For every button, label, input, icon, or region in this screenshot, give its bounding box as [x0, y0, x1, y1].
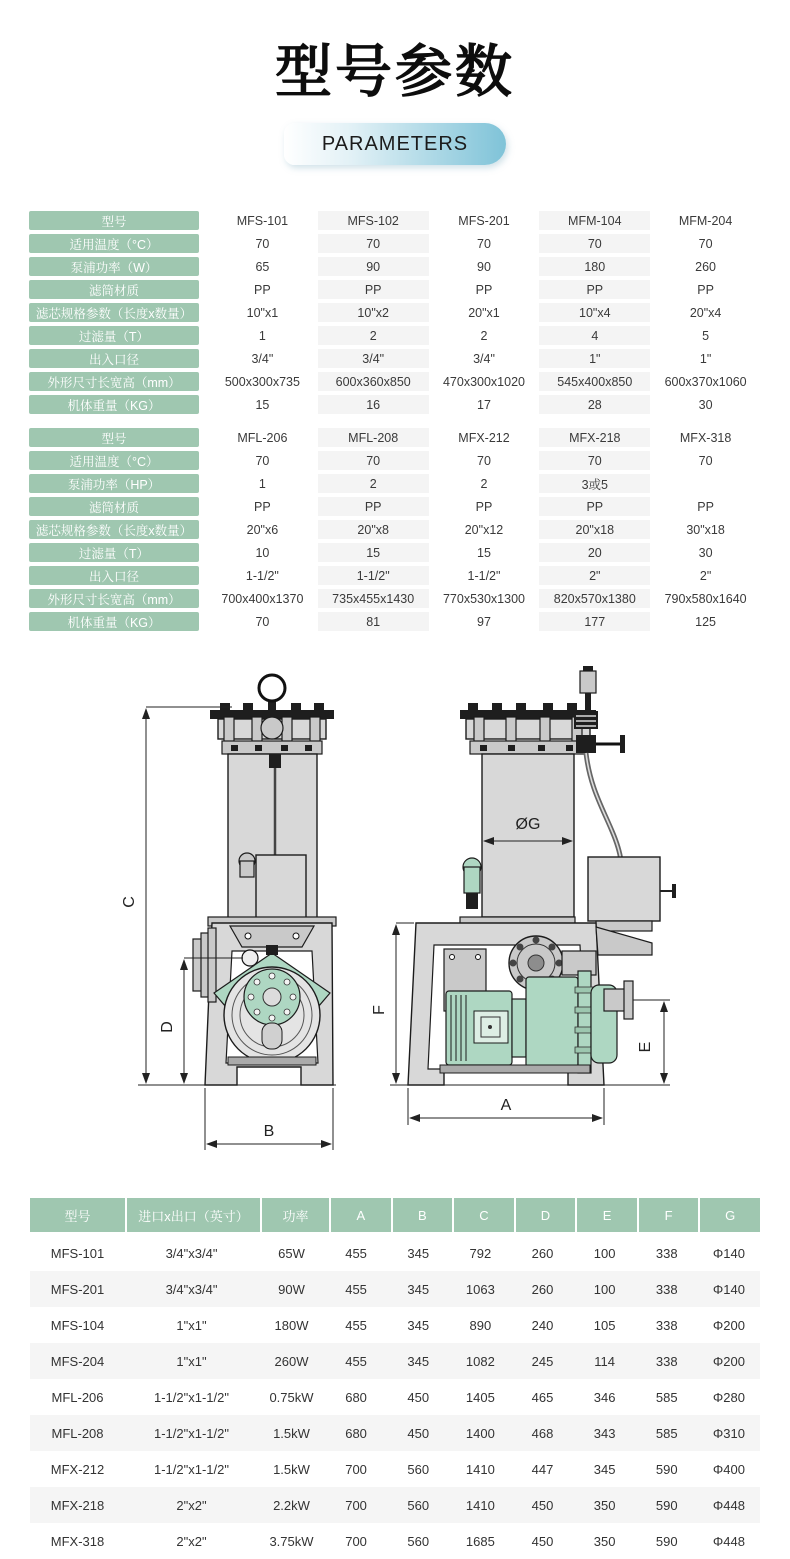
pump-body — [526, 977, 578, 1067]
spec-value-cell: PP — [254, 499, 271, 514]
spec-value-cell: 10"x4 — [539, 303, 650, 322]
spec-row-label: 滤芯规格参数（长度x数量） — [29, 303, 199, 322]
dim-table-cell: 560 — [407, 1461, 430, 1477]
dim-table-cell: Φ400 — [712, 1461, 745, 1477]
filter-housing — [482, 754, 574, 917]
spec-model-cell: MFM-104 — [539, 211, 650, 230]
band-bolt — [231, 745, 238, 751]
spec-value-cell: 15 — [255, 397, 270, 412]
dim-table-row — [30, 1235, 760, 1271]
dim-table-cell: MFL-208 — [51, 1425, 104, 1441]
spec-value-cell: 5 — [702, 328, 710, 343]
sensor-stem — [585, 693, 591, 711]
dim-table-cell: 338 — [655, 1353, 678, 1369]
dim-table-cell: Φ140 — [712, 1245, 745, 1261]
tube-fitting — [269, 754, 281, 768]
control-box — [256, 855, 306, 921]
spec-model-cell: MFS-201 — [458, 213, 510, 228]
dim-table-cell: 1410 — [465, 1497, 495, 1513]
spec-value-cell: 10 — [255, 545, 270, 560]
left-machine — [193, 675, 336, 1085]
spec-row-label: 泵浦功率（W） — [29, 257, 199, 276]
technical-diagram-svg — [0, 655, 790, 1175]
dim-table-cell: 450 — [531, 1533, 554, 1549]
dim-table-cell: 350 — [593, 1497, 616, 1513]
dim-table-cell: Φ310 — [712, 1425, 745, 1441]
dim-table-cell: 700 — [345, 1533, 367, 1549]
spec-value-cell: 70 — [318, 234, 429, 253]
band-bolt — [480, 745, 487, 751]
parameters-badge — [284, 123, 506, 165]
flange-center — [263, 988, 281, 1006]
dim-table-cell: 450 — [407, 1425, 430, 1441]
spec-value-cell: PP — [254, 282, 271, 297]
spec-value-cell: 1-1/2" — [467, 568, 501, 583]
dim-table-cell: Φ448 — [712, 1533, 745, 1549]
lid-clamp — [474, 717, 484, 742]
valve-body — [576, 735, 596, 753]
spec-row-label: 适用温度（°C） — [29, 451, 199, 470]
spec-value-cell: 70 — [477, 236, 491, 251]
spec-row-label: 出入口径 — [29, 566, 199, 585]
band-bolt — [281, 745, 288, 751]
spec-value-cell: 70 — [698, 453, 713, 468]
spec-value-cell: 600x370x1060 — [664, 374, 747, 389]
lid-bolt — [314, 703, 324, 710]
dim-table-cell: 0.75kW — [269, 1389, 314, 1405]
dim-table-cell: 1"x1" — [176, 1353, 207, 1369]
spec-value-cell: 20"x18 — [539, 520, 650, 539]
spec-value-cell: 90 — [318, 257, 429, 276]
dim-table-cell: 700 — [345, 1461, 367, 1477]
dim-table-cell: 1-1/2"x1-1/2" — [154, 1425, 229, 1441]
dim-label-f: F — [371, 1005, 388, 1015]
spec-value-cell: 470x300x1020 — [442, 374, 525, 389]
band-bolt — [255, 745, 262, 751]
page-title: 型号参数 — [275, 40, 515, 104]
dim-table-cell: 260 — [531, 1245, 554, 1261]
dim-table-cell: 100 — [593, 1245, 616, 1261]
lid-center-fitting — [261, 717, 283, 739]
valve-handle-bar — [620, 735, 625, 753]
spec-value-cell: 15 — [477, 545, 491, 560]
dim-table-cell: 338 — [655, 1317, 678, 1333]
dim-table-header-cell: 功率 — [262, 1198, 329, 1232]
dim-table-cell: 3/4"x3/4" — [165, 1281, 218, 1297]
dim-table-cell: 450 — [531, 1497, 554, 1513]
spec-value-cell: 90 — [477, 259, 491, 274]
dim-table-cell: 1"x1" — [176, 1317, 207, 1333]
spec-model-cell: MFX-318 — [679, 430, 732, 445]
spec-value-cell: PP — [697, 499, 714, 514]
mount-bolt — [293, 933, 299, 939]
dim-table-cell: 345 — [407, 1353, 430, 1369]
lid-bolt — [567, 703, 577, 710]
spec-value-cell: 20"x1 — [468, 305, 500, 320]
spec-value-cell: PP — [475, 282, 493, 297]
lid-clamp — [224, 717, 234, 742]
spec-value-cell: PP — [475, 499, 493, 514]
dim-table-cell: 590 — [655, 1461, 678, 1477]
spec-value-cell: 177 — [539, 612, 650, 631]
spec-value-cell: 97 — [477, 614, 491, 629]
dim-table-cell: 447 — [531, 1461, 554, 1477]
spec-value-cell: 15 — [318, 543, 429, 562]
spec-value-cell — [650, 474, 761, 493]
dim-table-cell: 245 — [531, 1353, 554, 1369]
spec-value-cell: 1 — [258, 476, 266, 491]
lid-bolt — [516, 703, 526, 710]
dim-table-cell: 240 — [531, 1317, 554, 1333]
spec-row-label: 出入口径 — [29, 349, 199, 368]
dim-table-cell: 180W — [274, 1317, 309, 1333]
dim-table-header-cell: F — [639, 1198, 699, 1232]
technical-diagram — [0, 655, 790, 1180]
spec-value-cell: 1 — [258, 328, 266, 343]
dim-table-row — [30, 1451, 760, 1487]
dim-table-cell: 3.75kW — [269, 1533, 314, 1549]
spec-value-cell: 260 — [695, 259, 717, 274]
dim-label-d: D — [159, 1021, 176, 1033]
spec-value-cell: 3/4" — [318, 349, 429, 368]
dim-table-cell: 105 — [593, 1317, 616, 1333]
dim-table-cell: 455 — [345, 1317, 367, 1333]
terminal-dot — [488, 1025, 492, 1029]
spec-value-cell: 70 — [539, 234, 650, 253]
dim-table-cell: 465 — [531, 1389, 554, 1405]
spec-row-label: 机体重量（KG） — [29, 612, 199, 631]
band-bolt — [538, 745, 545, 751]
dim-table-header-cell: G — [700, 1198, 760, 1232]
parameters-badge-label: PARAMETERS — [321, 132, 469, 155]
bracket-bolt — [476, 955, 481, 960]
spec-value-cell: 20"x12 — [464, 522, 504, 537]
spec-value-cell: 70 — [255, 614, 270, 629]
dim-table-header-cell: E — [577, 1198, 637, 1232]
dim-label-c: C — [121, 896, 138, 908]
dim-table-cell: MFS-201 — [50, 1281, 105, 1297]
spec-model-cell: MFL-208 — [318, 428, 429, 447]
pipe-elbow-body — [240, 861, 254, 877]
spec-value-cell: 20"x4 — [689, 305, 722, 320]
spec-value-cell: 2 — [318, 474, 429, 493]
spec-row-label: 滤筒材质 — [29, 280, 199, 299]
dim-table-cell: MFS-204 — [50, 1353, 105, 1369]
dim-table-cell: 2"x2" — [176, 1497, 207, 1513]
spec-value-cell: 500x300x735 — [224, 374, 300, 389]
spec-value-cell: 3或5 — [539, 474, 650, 493]
dim-table-cell: 590 — [655, 1497, 678, 1513]
bracket-bolt — [450, 955, 455, 960]
dim-table-cell: 680 — [345, 1425, 367, 1441]
dimension-table — [30, 1198, 760, 1559]
lid-bolt — [492, 703, 502, 710]
dim-table-cell: 260 — [531, 1281, 554, 1297]
outlet-flange — [624, 981, 633, 1019]
dim-table-cell: 560 — [407, 1533, 430, 1549]
dim-table-cell: Φ200 — [712, 1317, 745, 1333]
dim-label-a: A — [500, 1097, 512, 1114]
dim-table-cell: 585 — [655, 1425, 678, 1441]
lid-clamp — [506, 717, 516, 742]
spec-value-cell: 70 — [255, 453, 270, 468]
spec-value-cell: 30"x18 — [686, 522, 725, 537]
spec-model-cell: MFX-212 — [458, 430, 510, 445]
spec-value-cell: 20"x8 — [318, 520, 429, 539]
dim-table-cell: 1-1/2"x1-1/2" — [154, 1461, 229, 1477]
spec-row-label: 滤芯规格参数（长度x数量） — [29, 520, 199, 539]
dim-table-cell: 792 — [469, 1245, 492, 1261]
spec-value-cell: 1" — [539, 349, 650, 368]
inlet-pipe — [464, 867, 480, 893]
spec-value-cell: 125 — [695, 614, 717, 629]
outlet-pipe — [604, 989, 626, 1011]
dim-table-cell: 455 — [345, 1245, 367, 1261]
spec-row-label: 型号 — [29, 211, 199, 230]
spec-value-cell: 70 — [318, 451, 429, 470]
dim-table-header-cell: C — [454, 1198, 514, 1232]
spec-row-label: 机体重量（KG） — [29, 395, 199, 414]
lid-clamp — [540, 717, 550, 742]
spec-value-cell: 2" — [699, 568, 712, 583]
spec-value-cell: 600x360x850 — [318, 372, 429, 391]
spec-row-label: 过滤量（T） — [29, 543, 199, 562]
spec-table-1 — [29, 211, 761, 414]
box-handle-bar — [672, 884, 676, 898]
dim-table-cell: 455 — [345, 1281, 367, 1297]
spec-model-cell: MFX-218 — [539, 428, 650, 447]
side-plate — [208, 928, 216, 1002]
spec-row-label: 型号 — [29, 428, 199, 447]
dim-table-cell: Φ200 — [712, 1353, 745, 1369]
spec-value-cell: 20"x6 — [246, 522, 279, 537]
dimension-table-body — [30, 1235, 760, 1559]
control-box — [588, 857, 660, 921]
mount-bolt — [245, 933, 251, 939]
dim-table-cell: 114 — [594, 1353, 615, 1369]
dim-table-header-cell: 进口x出口（英寸） — [127, 1198, 260, 1232]
dim-table-cell: 590 — [655, 1533, 678, 1549]
sensor-body — [580, 671, 596, 693]
hose — [586, 753, 621, 861]
spec-value-cell: 3/4" — [473, 351, 495, 366]
dim-label-b: B — [263, 1123, 275, 1140]
dim-table-row — [30, 1343, 760, 1379]
dim-table-cell: MFS-101 — [50, 1245, 105, 1261]
dim-table-cell: 680 — [345, 1389, 367, 1405]
dim-table-cell: 700 — [345, 1497, 367, 1513]
spec-value-cell: 70 — [539, 451, 650, 470]
spec-value-cell: 1-1/2" — [245, 568, 279, 583]
dim-table-cell: 338 — [655, 1281, 678, 1297]
dim-table-cell: 338 — [655, 1245, 678, 1261]
spec-value-cell: 545x400x850 — [539, 372, 650, 391]
dim-table-cell: Φ448 — [712, 1497, 745, 1513]
lid-clamp — [310, 717, 320, 742]
spec-value-cell: PP — [318, 497, 429, 516]
dim-table-header-cell: B — [393, 1198, 453, 1232]
dim-table-cell: 450 — [407, 1389, 430, 1405]
dim-table-cell: 1410 — [465, 1461, 495, 1477]
dim-table-cell: 65W — [278, 1245, 305, 1261]
dim-table-cell: 2.2kW — [273, 1497, 310, 1513]
band-bolt — [305, 745, 312, 751]
spec-row-label: 外形尺寸长宽高（mm） — [29, 589, 199, 608]
dim-table-cell: 560 — [407, 1497, 430, 1513]
dim-table-header-cell: 型号 — [30, 1198, 125, 1232]
spec-value-cell: 770x530x1300 — [442, 591, 525, 606]
dim-table-cell: 1082 — [465, 1353, 495, 1369]
band-bolt — [566, 745, 573, 751]
spec-table-2 — [29, 428, 761, 631]
spec-value-cell: PP — [539, 280, 650, 299]
spec-value-cell: 16 — [318, 395, 429, 414]
dim-table-cell: 100 — [593, 1281, 616, 1297]
dim-label-e: E — [637, 1041, 654, 1053]
dim-table-cell: 345 — [593, 1461, 616, 1477]
spec-value-cell: 700x400x1370 — [221, 591, 304, 606]
spec-value-cell: 2 — [318, 326, 429, 345]
dim-table-cell: Φ140 — [712, 1281, 745, 1297]
dim-table-cell: 1685 — [465, 1533, 495, 1549]
spec-value-cell: 735x455x1430 — [318, 589, 429, 608]
dim-table-cell: 468 — [531, 1425, 554, 1441]
pump-base — [440, 1065, 590, 1073]
spec-value-cell: 81 — [318, 612, 429, 631]
dim-table-cell: 1-1/2"x1-1/2" — [154, 1389, 229, 1405]
dim-table-row — [30, 1523, 760, 1559]
spec-row-label: 泵浦功率（HP） — [29, 474, 199, 493]
mount-plate — [230, 926, 314, 947]
spec-value-cell: PP — [539, 497, 650, 516]
spec-value-cell: 2 — [480, 476, 488, 491]
sensor-cap — [583, 666, 593, 671]
dim-table-cell: MFX-212 — [50, 1461, 105, 1477]
dim-table-cell: 343 — [593, 1425, 616, 1441]
dim-table-cell: 350 — [593, 1533, 616, 1549]
dim-table-cell: MFX-218 — [50, 1497, 105, 1513]
dim-table-cell: Φ280 — [712, 1389, 745, 1405]
spec-row-label: 适用温度（°C） — [29, 234, 199, 253]
pump-shaft — [266, 945, 278, 955]
dim-table-cell: 1063 — [465, 1281, 495, 1297]
dim-table-row — [30, 1271, 760, 1307]
spec-model-cell: MFS-101 — [236, 213, 289, 228]
spec-value-cell: 30 — [698, 545, 713, 560]
spec-value-cell: 180 — [539, 257, 650, 276]
spec-value-cell: 10"x1 — [246, 305, 279, 320]
spec-model-cell: MFS-102 — [318, 211, 429, 230]
right-machine — [408, 666, 676, 1085]
dim-table-cell: 1405 — [465, 1389, 495, 1405]
dim-table-cell: 585 — [655, 1389, 678, 1405]
disc-center — [528, 955, 544, 971]
inlet-fitting — [466, 893, 478, 909]
lid-bolt — [543, 703, 553, 710]
dim-label-g: ØG — [515, 816, 541, 833]
dim-table-cell: 260W — [274, 1353, 309, 1369]
dim-table-cell: 345 — [407, 1245, 430, 1261]
spec-value-cell: PP — [318, 280, 429, 299]
dim-table-row — [30, 1379, 760, 1415]
spec-value-cell: 4 — [539, 326, 650, 345]
dim-table-header-cell: A — [331, 1198, 391, 1232]
dim-table-cell: 3/4"x3/4" — [165, 1245, 218, 1261]
dim-table-row — [30, 1487, 760, 1523]
dim-table-cell: 1.5kW — [273, 1461, 310, 1477]
pump-flange-plate — [578, 971, 591, 1073]
pressure-gauge-icon — [259, 675, 285, 701]
dim-table-row — [30, 1307, 760, 1343]
lid-bolt — [291, 703, 301, 710]
dim-table-cell: 1400 — [465, 1425, 495, 1441]
dim-table-cell: 90W — [278, 1281, 305, 1297]
spec-value-cell: 1" — [699, 351, 712, 366]
spec-value-cell: PP — [697, 282, 714, 297]
spec-value-cell: 10"x2 — [318, 303, 429, 322]
dim-table-cell: 345 — [407, 1281, 430, 1297]
spec-value-cell: 70 — [255, 236, 270, 251]
pump-base — [228, 1057, 316, 1065]
spec-row-label: 过滤量（T） — [29, 326, 199, 345]
pump-port — [262, 1023, 282, 1049]
dim-table-cell: 346 — [593, 1389, 616, 1405]
spec-value-cell: 20 — [539, 543, 650, 562]
dim-table-cell: 345 — [407, 1317, 430, 1333]
spec-value-cell: 17 — [477, 397, 491, 412]
dim-table-header-cell: D — [516, 1198, 576, 1232]
spec-value-cell: 2 — [480, 328, 488, 343]
band-bolt — [508, 745, 515, 751]
spec-value-cell: 790x580x1640 — [664, 591, 747, 606]
dim-table-cell: 2"x2" — [176, 1533, 207, 1549]
dim-table-row — [30, 1415, 760, 1451]
spec-value-cell: 30 — [698, 397, 713, 412]
spec-value-cell: 28 — [539, 395, 650, 414]
lid-bolt — [468, 703, 478, 710]
spec-value-cell: 70 — [477, 453, 491, 468]
spec-value-cell: 2" — [539, 566, 650, 585]
spec-row-label: 外形尺寸长宽高（mm） — [29, 372, 199, 391]
spec-model-cell: MFM-204 — [678, 213, 733, 228]
spec-value-cell: 3/4" — [251, 351, 274, 366]
coupling — [512, 999, 526, 1057]
dim-table-cell: 1.5kW — [273, 1425, 310, 1441]
spec-value-cell: 70 — [698, 236, 713, 251]
dim-table-cell: MFL-206 — [51, 1389, 104, 1405]
dimension-table-header — [30, 1198, 760, 1232]
spec-value-cell: 820x570x1380 — [539, 589, 650, 608]
spec-value-cell: 65 — [255, 259, 270, 274]
dim-table-cell: MFS-104 — [50, 1317, 105, 1333]
spec-row-label: 滤筒材质 — [29, 497, 199, 516]
dim-table-cell: MFX-318 — [50, 1533, 105, 1549]
dim-table-cell: 890 — [469, 1317, 492, 1333]
dim-table-cell: 455 — [345, 1353, 367, 1369]
spec-model-cell: MFL-206 — [237, 430, 288, 445]
lid-bolt — [243, 703, 253, 710]
spec-value-cell: 1-1/2" — [318, 566, 429, 585]
